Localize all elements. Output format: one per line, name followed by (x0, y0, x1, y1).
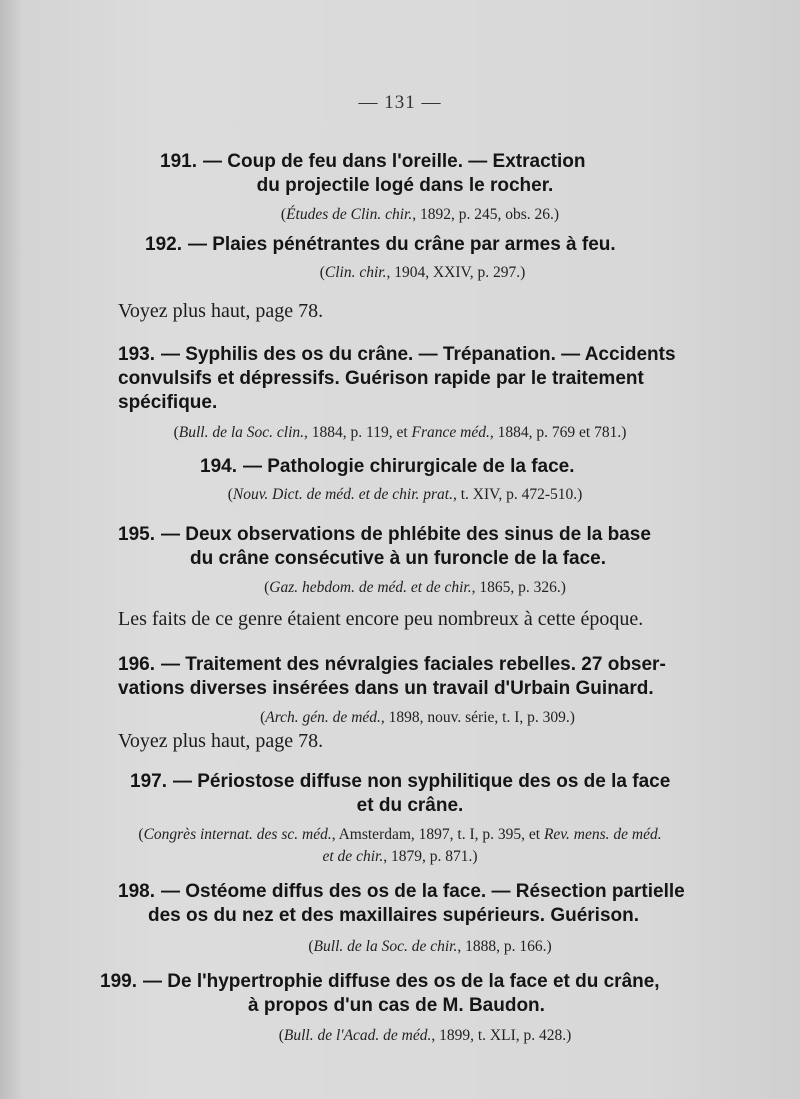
entry-number: 194. (200, 456, 237, 477)
entry-title: 197. — Périostose diffuse non syphilitique des os de la face (130, 771, 671, 792)
entry-title: 199. — De l'hypertrophie diffuse des os de la face et du crâne, (100, 971, 660, 992)
entry-title-cont: vations diverses insérées dans un travail d'Urbain Guinard. (118, 678, 654, 699)
entry-reference: (Congrès internat. des sc. méd., Amsterdam, 1897, t. I, p. 395, et Rev. mens. de méd. (138, 826, 662, 843)
entry-198 (0, 880, 800, 958)
entry-number: 196. (118, 654, 155, 675)
entry-title: 198. — Ostéome diffus des os de la face. — Résection partielle (118, 881, 685, 902)
entry-title: 196. — Traitement des névralgies faciales rebelles. 27 obser- (118, 654, 666, 675)
entry-195 (0, 523, 800, 599)
entry-title-cont: à propos d'un cas de M. Baudon. (248, 995, 545, 1016)
entry-title: 193. — Syphilis des os du crâne. — Trépanation. — Accidents (118, 344, 676, 365)
entry-title-cont: spécifique. (118, 392, 218, 413)
entry-193 (0, 343, 800, 444)
entry-reference: (Bull. de la Soc. de chir., 1888, p. 166.) (308, 938, 552, 955)
entry-title-cont: convulsifs et dépressifs. Guérison rapide par le traitement (118, 368, 644, 389)
entry-reference: (Clin. chir., 1904, XXIV, p. 297.) (319, 264, 526, 281)
entry-194 (0, 455, 800, 506)
entry-reference: (Gaz. hebdom. de méd. et de chir., 1865, p. 326.) (264, 579, 566, 596)
entry-196 (0, 653, 800, 729)
entry-title-cont: du projectile logé dans le rocher. (256, 175, 554, 196)
entry-number: 199. (100, 971, 137, 992)
entry-number: 193. (118, 344, 155, 365)
entry-197 (0, 770, 800, 868)
entry-reference-cont: et de chir., 1879, p. 871.) (322, 848, 478, 865)
entry-199 (0, 970, 800, 1047)
entry-reference: (Nouv. Dict. de méd. et de chir. prat., t. XIV, p. 472-510.) (227, 486, 583, 503)
entry-191 (0, 150, 800, 226)
entry-number: 197. (130, 771, 167, 792)
entry-reference: (Études de Clin. chir., 1892, p. 245, obs. 26.) (280, 206, 560, 223)
entry-title: 195. — Deux observations de phlébite des sinus de la base (118, 524, 651, 545)
entry-title-cont: des os du nez et des maxillaires supérieurs. Guérison. (148, 905, 640, 926)
entry-title: 194. — Pathologie chirurgicale de la face. (200, 456, 575, 477)
entry-reference: (Arch. gén. de méd., 1898, nouv. série, t. I, p. 309.) (260, 709, 575, 726)
entry-number: 198. (118, 881, 155, 902)
entry-number: 191. (160, 151, 197, 172)
page-number: — 131 — (358, 92, 442, 113)
entry-title: 192. — Plaies pénétrantes du crâne par armes à feu. (145, 234, 616, 255)
entry-reference: (Bull. de la Soc. clin., 1884, p. 119, et France méd., 1884, p. 769 et 781.) (173, 424, 627, 441)
note-remark: Les faits de ce genre étaient encore peu nombreux à cette époque. (118, 608, 644, 630)
note-see-page: Voyez plus haut, page 78. (118, 300, 324, 322)
entry-192 (0, 233, 800, 284)
entry-title-cont: et du crâne. (356, 795, 464, 816)
entry-number: 195. (118, 524, 155, 545)
entry-title: 191. — Coup de feu dans l'oreille. — Extraction (160, 151, 586, 172)
entry-number: 192. (145, 234, 182, 255)
note-see-page: Voyez plus haut, page 78. (118, 730, 324, 752)
entry-reference: (Bull. de l'Acad. de méd., 1899, t. XLI, p. 428.) (278, 1027, 572, 1044)
entry-title-cont: du crâne consécutive à un furoncle de la face. (190, 548, 607, 569)
